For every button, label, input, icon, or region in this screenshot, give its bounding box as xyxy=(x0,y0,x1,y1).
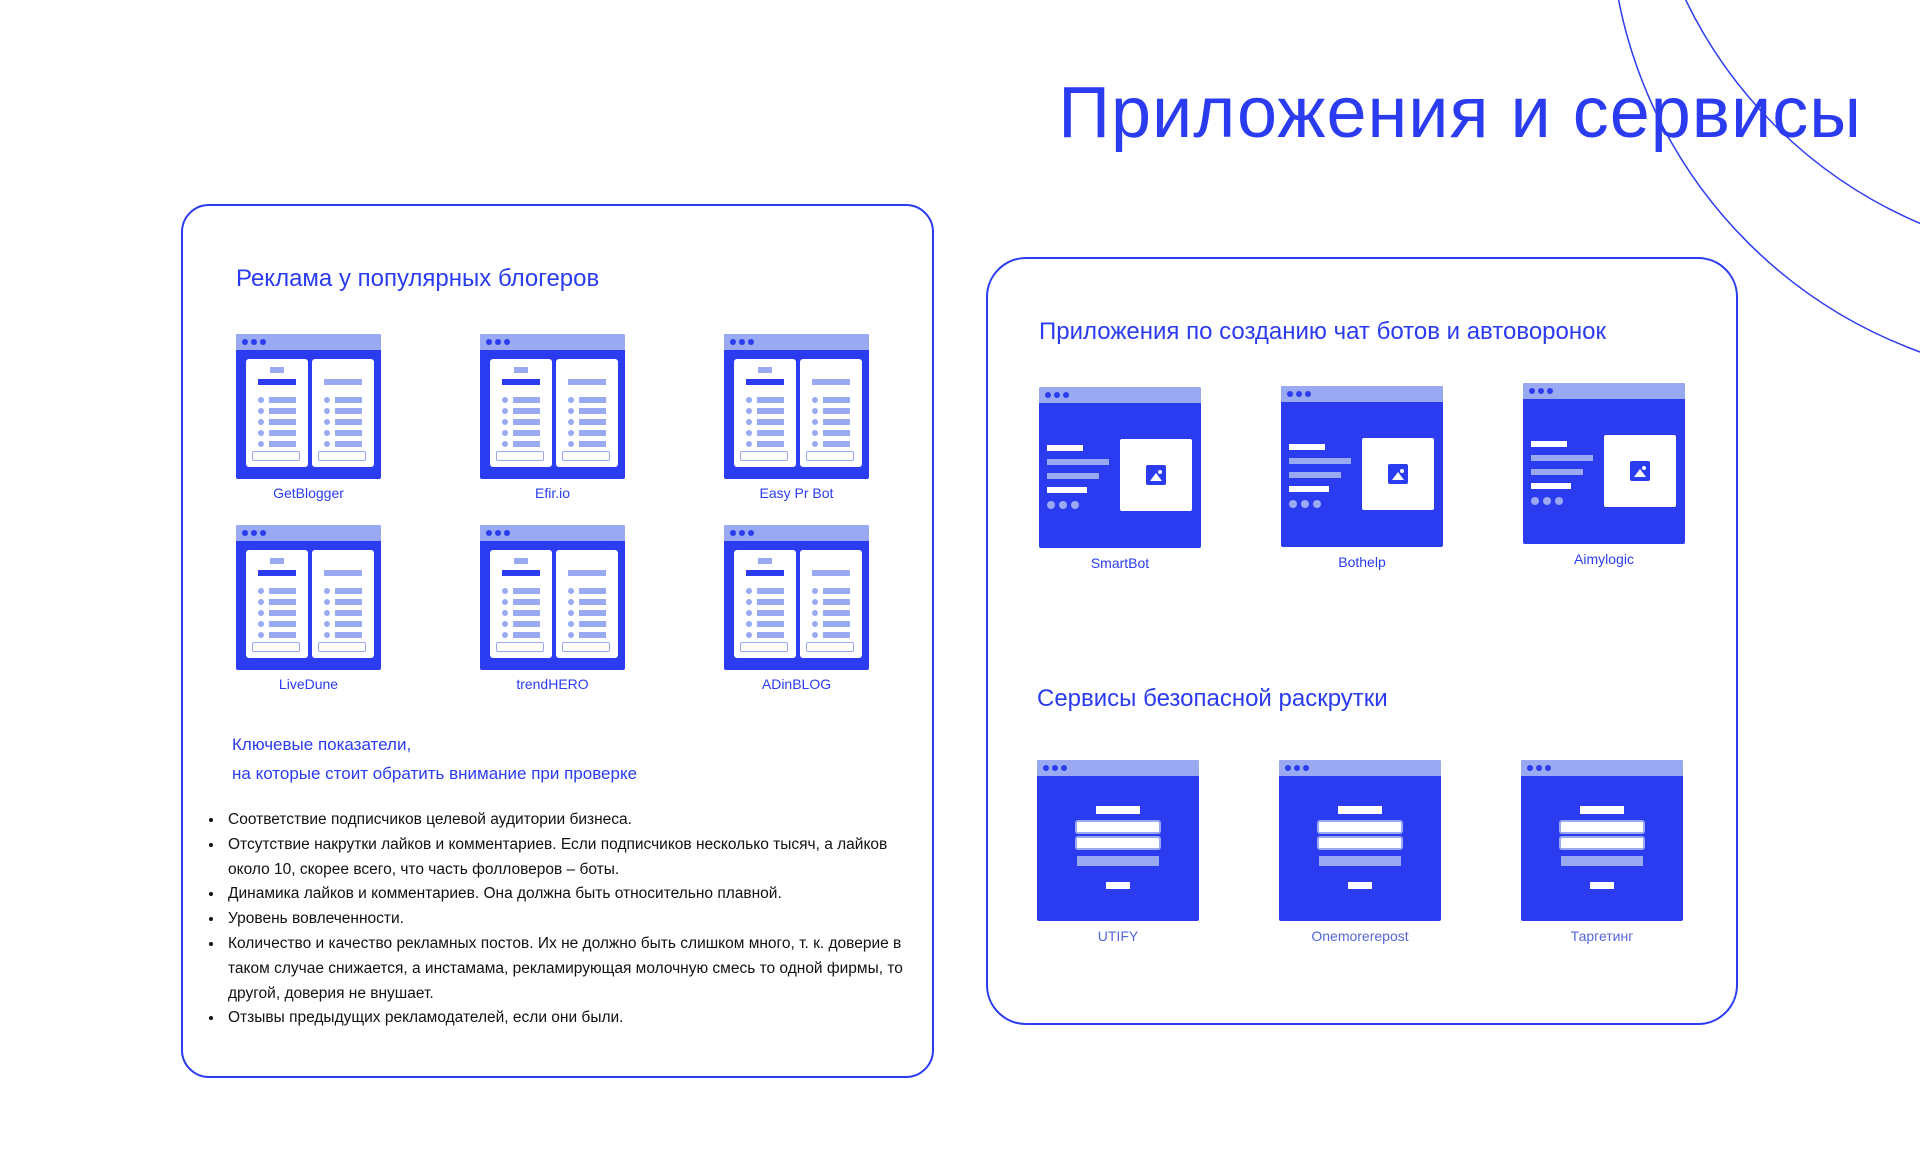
list-item: • Отзывы предыдущих рекламодателей, если они были. xyxy=(224,1006,928,1031)
browser-window-icon xyxy=(1521,760,1683,921)
browser-window-icon xyxy=(1523,383,1685,544)
window-title-bar xyxy=(1281,386,1443,402)
list-column xyxy=(490,359,552,467)
app-card[interactable] xyxy=(724,334,869,504)
window-title-bar xyxy=(236,525,381,541)
list-column xyxy=(734,550,796,658)
window-title-bar xyxy=(1523,383,1685,399)
app-name: GetBlogger xyxy=(273,485,344,501)
window-title-bar xyxy=(1039,387,1201,403)
browser-window-icon xyxy=(480,334,625,479)
image-placeholder-icon xyxy=(1604,435,1676,507)
promo-service-card[interactable] xyxy=(1521,760,1683,950)
window-title-bar xyxy=(236,334,381,350)
browser-window-icon xyxy=(1281,386,1443,547)
app-card[interactable] xyxy=(236,334,381,504)
window-dots xyxy=(730,530,754,536)
app-card[interactable] xyxy=(724,525,869,695)
browser-window-icon xyxy=(724,525,869,670)
chatbot-app-card[interactable] xyxy=(1523,383,1685,573)
window-dots xyxy=(486,530,510,536)
chatbot-app-card[interactable] xyxy=(1281,386,1443,576)
window-dots xyxy=(1043,765,1067,771)
key-metrics-title-line2: на которые стоит обратить внимание при проверке xyxy=(232,764,638,783)
list-column xyxy=(312,550,374,658)
app-name: ADinBLOG xyxy=(761,676,832,692)
app-card[interactable] xyxy=(480,334,625,504)
image-placeholder-icon xyxy=(1362,438,1434,510)
window-dots xyxy=(242,339,266,345)
list-column xyxy=(734,359,796,467)
list-item: • Отсутствие накрутки лайков и комментариев. Если подписчиков несколько тысяч, а лайков около 10, скорее всего, что часть фолловеров – боты. xyxy=(224,833,928,883)
window-dots xyxy=(242,530,266,536)
window-dots xyxy=(1285,765,1309,771)
browser-window-icon xyxy=(236,525,381,670)
window-dots xyxy=(1287,391,1311,397)
key-metrics-list xyxy=(206,808,928,1031)
window-title-bar xyxy=(1521,760,1683,776)
window-title-bar xyxy=(1037,760,1199,776)
window-title-bar xyxy=(724,525,869,541)
app-name: UTIFY xyxy=(1097,928,1139,944)
key-metrics-title-line1: Ключевые показатели, xyxy=(232,735,412,754)
chatbots-title: Приложения по созданию чат ботов и автоворонок xyxy=(1039,318,1606,345)
app-name: SmartBot xyxy=(1090,555,1150,571)
promo-service-card[interactable] xyxy=(1037,760,1199,950)
browser-window-icon xyxy=(480,525,625,670)
promo-service-card[interactable] xyxy=(1279,760,1441,950)
window-title-bar xyxy=(480,334,625,350)
app-name: trendHERO xyxy=(516,676,589,692)
window-title-bar xyxy=(1279,760,1441,776)
chatbot-app-card[interactable] xyxy=(1039,387,1201,577)
bloggers-ads-title: Реклама у популярных блогеров xyxy=(236,265,600,292)
page-title: Приложения и сервисы xyxy=(1058,73,1862,153)
window-title-bar xyxy=(724,334,869,350)
list-item: • Динамика лайков и комментариев. Она должна быть относительно плавной. xyxy=(224,882,928,907)
image-placeholder-icon xyxy=(1120,439,1192,511)
app-name: Efir.io xyxy=(534,485,570,501)
list-column xyxy=(800,359,862,467)
window-dots xyxy=(1527,765,1551,771)
app-card[interactable] xyxy=(236,525,381,695)
window-dots xyxy=(1529,388,1553,394)
list-column xyxy=(556,359,618,467)
list-column xyxy=(490,550,552,658)
list-column xyxy=(312,359,374,467)
window-dots xyxy=(730,339,754,345)
browser-window-icon xyxy=(724,334,869,479)
browser-window-icon xyxy=(236,334,381,479)
window-dots xyxy=(1045,392,1069,398)
list-column xyxy=(246,550,308,658)
browser-window-icon xyxy=(1037,760,1199,921)
list-column xyxy=(800,550,862,658)
window-title-bar xyxy=(480,525,625,541)
app-name: LiveDune xyxy=(278,676,339,692)
app-name: Таргетинг xyxy=(1570,928,1634,944)
list-column xyxy=(246,359,308,467)
app-name: Aimylogic xyxy=(1574,551,1634,567)
list-column xyxy=(556,550,618,658)
app-name: Easy Pr Bot xyxy=(759,485,834,501)
list-item: • Уровень вовлеченности. xyxy=(224,907,928,932)
list-item: • Количество и качество рекламных постов. Их не должно быть слишком много, т. к. доверие в таком случае снижается, а инстамама, рекламирующая молочную смесь то одной фирмы, то другой, доверия не внушает. xyxy=(224,932,928,1006)
key-metrics-title xyxy=(232,730,637,788)
app-name: Onemorerepost xyxy=(1311,928,1409,944)
browser-window-icon xyxy=(1279,760,1441,921)
window-dots xyxy=(486,339,510,345)
app-name: Bothelp xyxy=(1338,554,1386,570)
promo-services-title: Сервисы безопасной раскрутки xyxy=(1037,685,1388,712)
browser-window-icon xyxy=(1039,387,1201,548)
list-item: • Соответствие подписчиков целевой аудитории бизнеса. xyxy=(224,808,928,833)
app-card[interactable] xyxy=(480,525,625,695)
